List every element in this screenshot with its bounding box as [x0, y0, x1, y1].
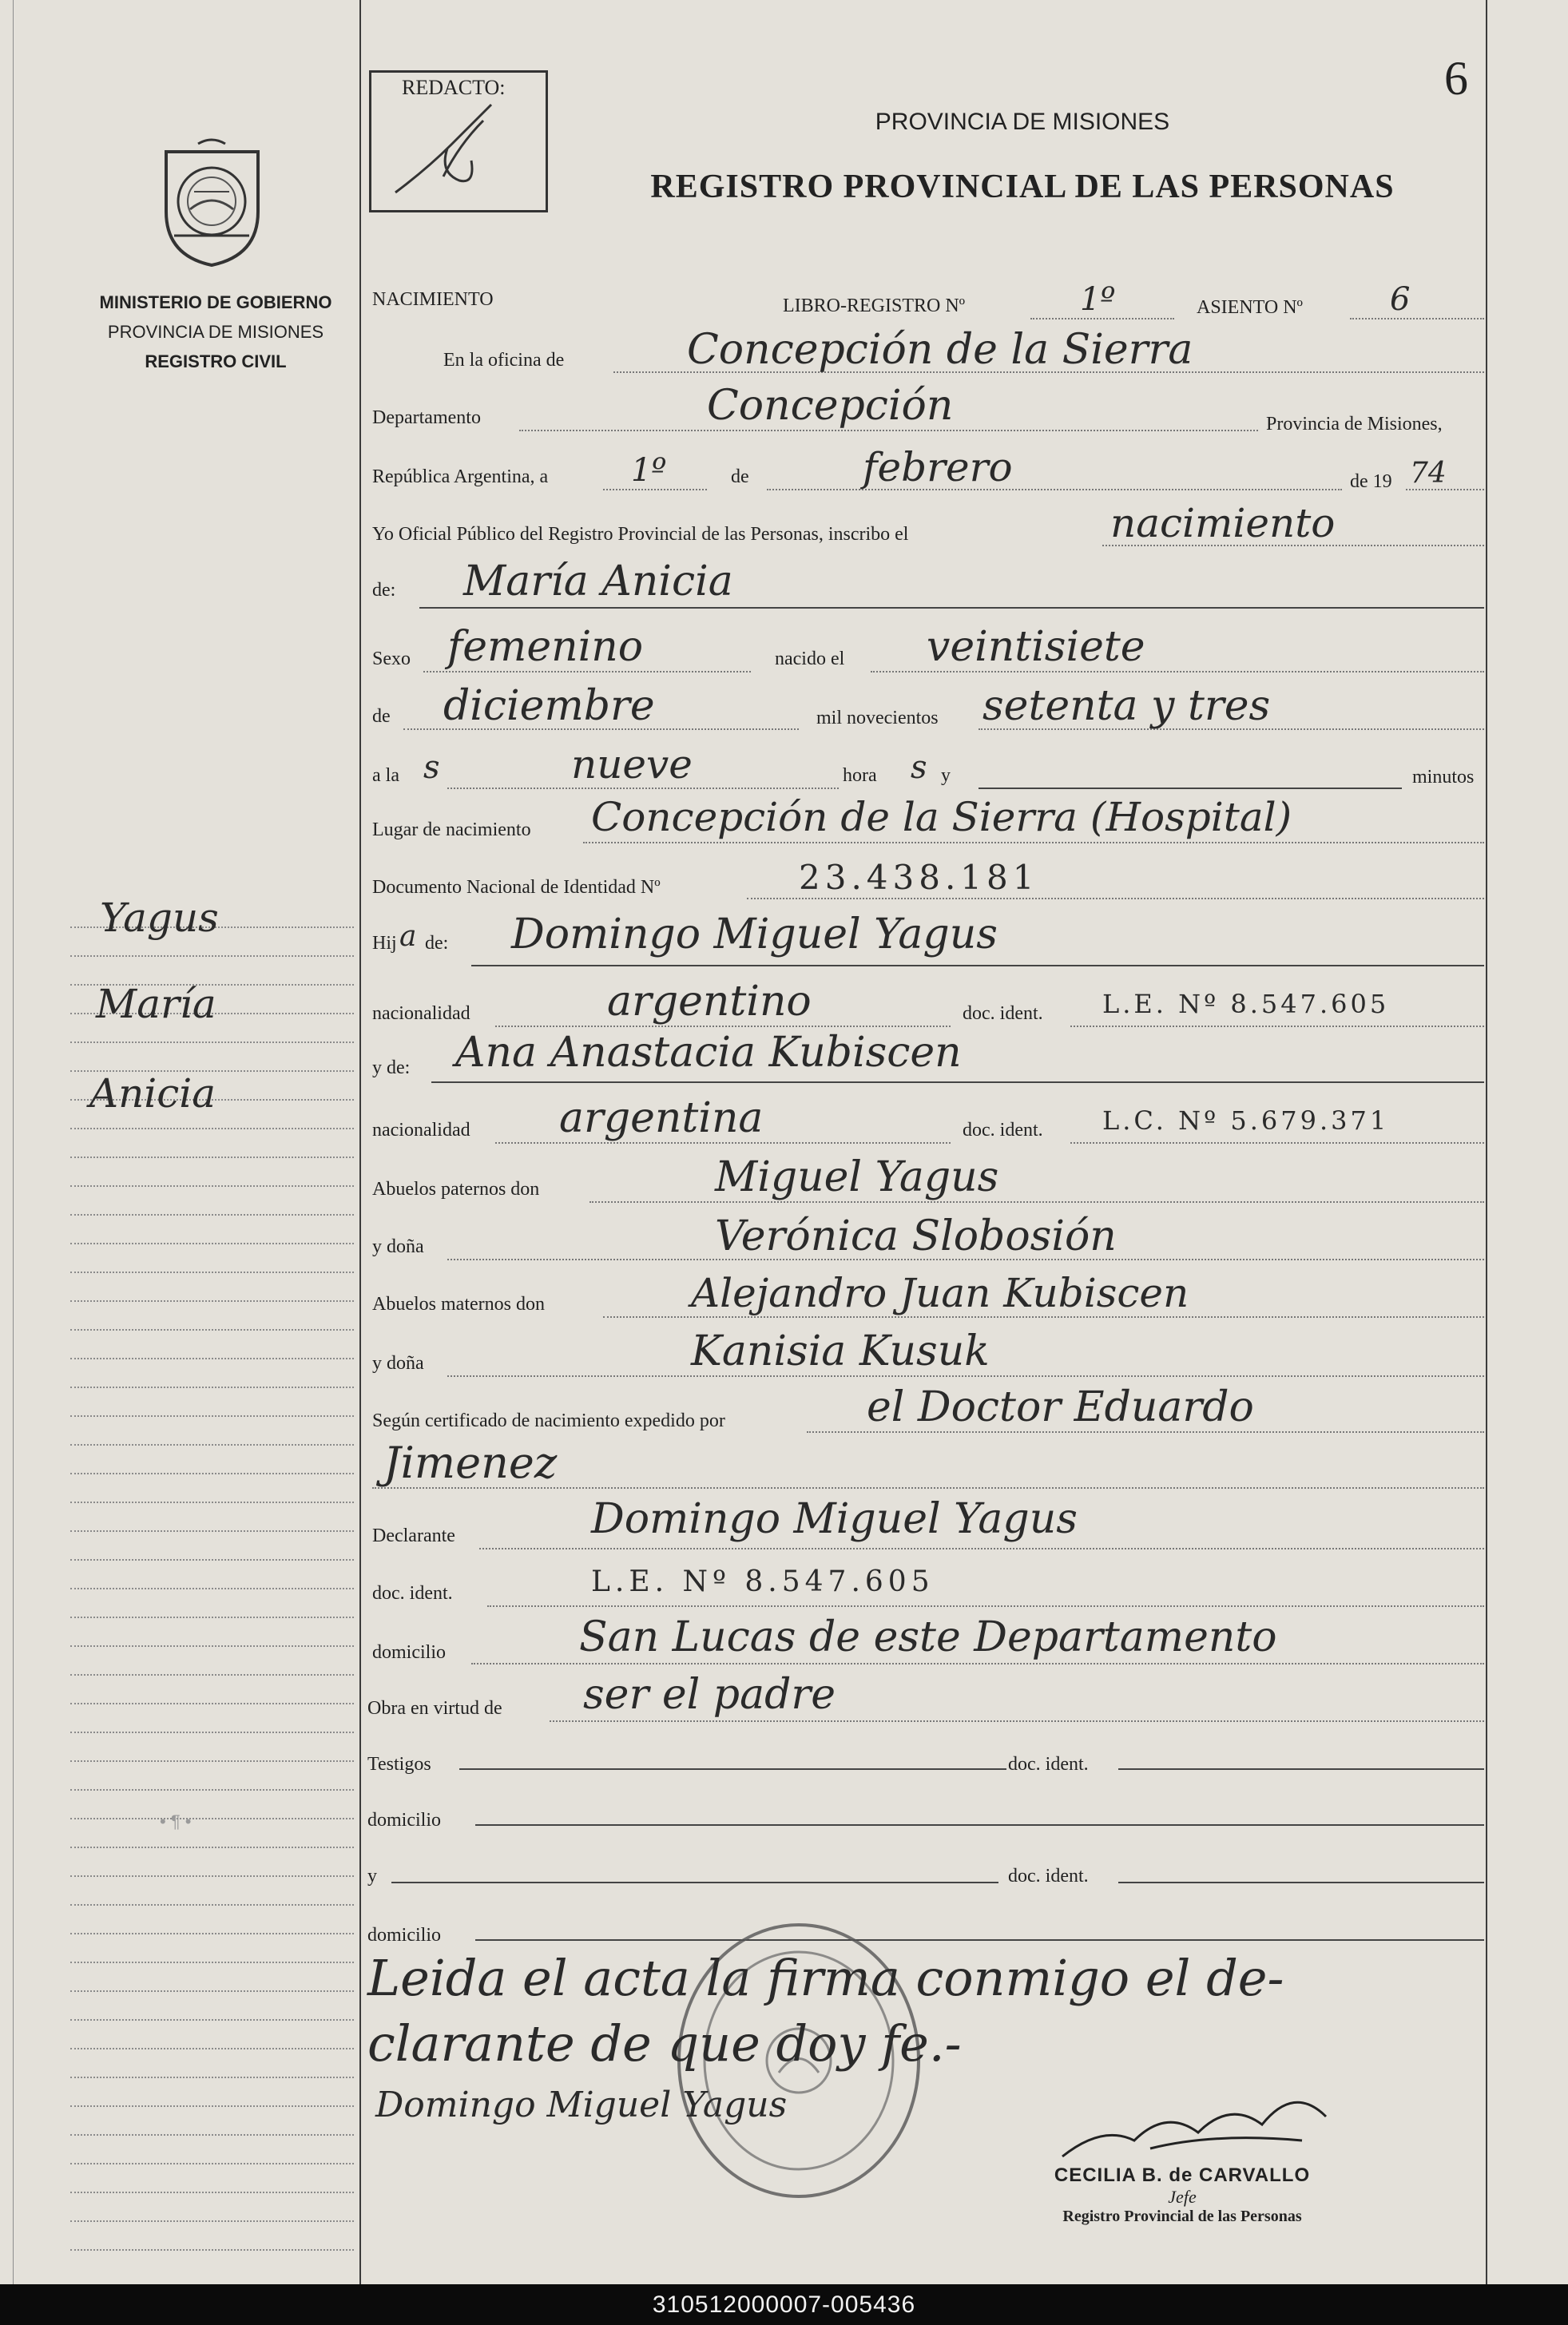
margin-rule-line	[70, 1415, 354, 1417]
margin-rule-line	[70, 1875, 354, 1877]
doc-madre-value: L.C. Nº 5.679.371	[1102, 1105, 1390, 1136]
nac-padre-label: nacionalidad	[372, 1003, 470, 1024]
margin-rule-line	[70, 1933, 354, 1934]
margin-rule-line	[70, 1300, 354, 1302]
ab-mat-dona-value: Kanisia Kusuk	[691, 1327, 990, 1375]
margin-rule-line	[70, 1329, 354, 1331]
sexo-value: femenino	[447, 623, 644, 671]
margin-rule-line	[70, 1588, 354, 1589]
nacido-value: veintisiete	[927, 623, 1145, 671]
minutos-label: minutos	[1412, 767, 1475, 788]
sexo-label: Sexo	[372, 649, 411, 669]
domicilio-line	[471, 1663, 1484, 1664]
lugar-line	[583, 842, 1484, 843]
asiento-line	[1350, 318, 1484, 319]
ministry-line-3: REGISTRO CIVIL	[145, 351, 287, 371]
footer-code: 310512000007-005436	[0, 2284, 1568, 2325]
anio-label: de 19	[1350, 471, 1392, 492]
de-label: de	[731, 466, 749, 487]
madre-value: Ana Anastacia Kubiscen	[455, 1029, 962, 1077]
margin-rule-line	[70, 1559, 354, 1561]
redacto-box	[369, 70, 548, 212]
yde-label: y de:	[372, 1057, 411, 1078]
margin-rule-line	[70, 1818, 354, 1819]
margin-rule-line	[70, 1847, 354, 1848]
signature-registry: Registro Provincial de las Personas	[1062, 2208, 1302, 2225]
segun-label: Según certificado de nacimiento expedido por	[372, 1410, 725, 1431]
nac-padre-value: argentino	[607, 978, 812, 1026]
y2-label: y	[367, 1866, 377, 1887]
margin-rule-line	[70, 1387, 354, 1388]
lugar-value: Concepción de la Sierra (Hospital)	[591, 794, 1292, 840]
closing-line-2: clarante de que doy fe.-	[367, 2014, 962, 2073]
ab-mat-value: Alejandro Juan Kubiscen	[691, 1270, 1189, 1316]
ministry-block	[72, 288, 359, 376]
margin-rule-line	[70, 2192, 354, 2193]
doc3-line	[1118, 1768, 1484, 1770]
asiento-label: ASIENTO Nº	[1197, 297, 1303, 318]
ab-mat-dona-label: y doña	[372, 1353, 424, 1374]
margin-rule-line	[70, 1502, 354, 1503]
mes-value: febrero	[863, 444, 1013, 490]
nac-madre-value: argentina	[559, 1094, 764, 1142]
doc-madre-label: doc. ident.	[963, 1120, 1043, 1141]
hijo-suffix: a	[399, 920, 417, 953]
horas-label: hora	[843, 765, 877, 786]
margin-rule-line	[70, 955, 354, 957]
margin-rule-line	[70, 2077, 354, 2078]
page-number: 6	[1444, 52, 1468, 105]
redacto-label: REDACTO:	[402, 76, 506, 99]
anio-value: 74	[1410, 457, 1447, 490]
doc4-label: doc. ident.	[1008, 1866, 1089, 1887]
hora-value: nueve	[571, 741, 693, 788]
libro-line	[1030, 318, 1174, 319]
ab-mat-label: Abuelos maternos don	[372, 1294, 545, 1315]
doc4-line	[1118, 1882, 1484, 1883]
margin-rule-line	[70, 2134, 354, 2136]
signature-name: CECILIA B. de CARVALLO	[1054, 2164, 1311, 2186]
doc2-label: doc. ident.	[372, 1583, 453, 1604]
margin-rule-line	[70, 1185, 354, 1187]
anio-line	[1406, 489, 1484, 490]
dni-label: Documento Nacional de Identidad Nº	[372, 877, 661, 898]
nac-madre-line	[495, 1142, 951, 1144]
dni-value: 23.438.181	[799, 858, 1039, 897]
domicilio2-label: domicilio	[367, 1810, 441, 1831]
y-label: y	[941, 765, 951, 786]
ministry-line-2: PROVINCIA DE MISIONES	[107, 322, 324, 342]
ab-mat-line	[603, 1316, 1484, 1318]
de3-label: de	[372, 706, 391, 727]
margin-rule-line	[70, 1990, 354, 1992]
doc3-label: doc. ident.	[1008, 1754, 1089, 1775]
declarante-label: Declarante	[372, 1526, 455, 1546]
closing-line-1: Leida el acta la firma conmigo el de-	[367, 1949, 1284, 2007]
registry-title: REGISTRO PROVINCIAL DE LAS PERSONAS	[650, 169, 1395, 205]
mes-nac-value: diciembre	[443, 682, 655, 730]
sexo-line	[423, 671, 751, 673]
margin-rule-line	[70, 1157, 354, 1158]
obra-value: ser el padre	[583, 1671, 836, 1719]
margin-divider	[359, 0, 361, 2284]
domicilio3-label: domicilio	[367, 1925, 441, 1946]
margin-rule-line	[70, 1214, 354, 1216]
domicilio2-line	[475, 1824, 1484, 1826]
doc-madre-line	[1070, 1142, 1484, 1144]
ab-mat-dona-line	[447, 1375, 1484, 1377]
segun-value-2: Jimenez	[383, 1438, 558, 1488]
declarante-line	[479, 1548, 1484, 1549]
margin-rule-line	[70, 1243, 354, 1244]
signature-block	[959, 2061, 1406, 2226]
y2-line	[391, 1882, 998, 1883]
margin-rule-line	[70, 2249, 354, 2251]
nacido-label: nacido el	[775, 649, 845, 669]
margin-rule-line	[70, 2220, 354, 2222]
margin-name-1: María	[96, 981, 216, 1027]
declarante-signature: Domingo Miguel Yagus	[375, 2085, 788, 2125]
testigos-line	[459, 1768, 1006, 1770]
declarante-value: Domingo Miguel Yagus	[591, 1495, 1078, 1543]
horas-suffix: s	[911, 749, 927, 786]
mil-label: mil novecientos	[816, 708, 939, 728]
testigos-label: Testigos	[367, 1754, 431, 1775]
margin-rule-line	[70, 1962, 354, 1963]
ab-pat-dona-label: y doña	[372, 1236, 424, 1257]
margin-rule-line	[70, 1617, 354, 1618]
doc-padre-value: L.E. Nº 8.547.605	[1102, 989, 1390, 1019]
ala-value: s	[423, 749, 440, 786]
ministry-line-1: MINISTERIO DE GOBIERNO	[99, 292, 332, 312]
margin-rule-line	[70, 2105, 354, 2107]
ab-pat-value: Miguel Yagus	[715, 1153, 999, 1201]
doc2-line	[487, 1605, 1484, 1607]
libro-label: LIBRO-REGISTRO Nº	[783, 296, 966, 316]
margin-rule-line	[70, 1272, 354, 1273]
margin-name-2: Anicia	[89, 1070, 216, 1117]
ab-pat-label: Abuelos paternos don	[372, 1179, 540, 1200]
province-title: PROVINCIA DE MISIONES	[875, 109, 1170, 135]
padre-value: Domingo Miguel Yagus	[511, 911, 998, 958]
oficina-label: En la oficina de	[443, 350, 565, 371]
minutos-line	[979, 788, 1402, 789]
dia-line	[603, 489, 707, 490]
margin-rule-line	[70, 1041, 354, 1043]
margin-rule-line	[70, 1128, 354, 1129]
signature-role: Jefe	[1168, 2187, 1197, 2207]
oficina-value: Concepción de la Sierra	[687, 326, 1193, 374]
margin-rule-line	[70, 1473, 354, 1474]
nombre-line	[419, 607, 1484, 609]
domicilio-value: San Lucas de este Departamento	[579, 1613, 1277, 1661]
de2-label: de:	[372, 580, 396, 601]
republica-label: República Argentina, a	[372, 466, 549, 487]
ab-pat-dona-value: Verónica Slobosión	[715, 1212, 1117, 1260]
nacimiento-label: NACIMIENTO	[372, 289, 494, 310]
departamento-label: Departamento	[372, 407, 481, 428]
nac-madre-label: nacionalidad	[372, 1120, 470, 1141]
departamento-line	[519, 430, 1258, 431]
mes-line	[767, 489, 1342, 490]
margin-surname: Yagus	[100, 895, 219, 941]
margin-rule-line	[70, 1703, 354, 1704]
initials-signature-icon	[371, 73, 546, 210]
ala-label: a la	[372, 765, 399, 786]
provincia-label: Provincia de Misiones,	[1266, 414, 1443, 434]
oficial-value: nacimiento	[1110, 500, 1336, 546]
asiento-value: 6	[1390, 281, 1411, 318]
margin-rule-line	[70, 1674, 354, 1676]
domicilio-label: domicilio	[372, 1642, 446, 1663]
departamento-value: Concepción	[707, 382, 954, 430]
anio-nac-value: setenta y tres	[982, 682, 1271, 730]
hijo-label: Hij	[372, 933, 397, 954]
margin-rule-line	[70, 1645, 354, 1647]
dni-line	[747, 898, 1484, 899]
margin-rule-line	[70, 1444, 354, 1446]
margin-rule-line	[70, 1760, 354, 1762]
margin-rule-line	[70, 1358, 354, 1359]
padre-line	[471, 965, 1484, 966]
margin-rule-line	[70, 2163, 354, 2164]
margin-rule-line	[70, 1789, 354, 1791]
ab-pat-line	[589, 1201, 1484, 1203]
page-edge-line	[13, 0, 14, 2284]
margin-rule-line	[70, 2019, 354, 2021]
provincial-seal-icon	[150, 136, 274, 268]
margin-rule-line	[70, 2048, 354, 2049]
nombre-value: María Anicia	[463, 557, 733, 605]
doc2-value: L.E. Nº 8.547.605	[591, 1565, 935, 1598]
segun-value: el Doctor Eduardo	[867, 1383, 1254, 1431]
dia-value: 1º	[631, 452, 667, 489]
nacido-line	[871, 671, 1484, 673]
hora-line	[447, 788, 839, 789]
segun-line	[807, 1431, 1484, 1433]
oficial-text: Yo Oficial Público del Registro Provincial de las Personas, inscribo el	[372, 524, 909, 545]
domicilio3-line	[475, 1939, 1484, 1941]
right-border-line	[1486, 0, 1487, 2284]
madre-line	[431, 1081, 1484, 1083]
margin-rule-line	[70, 1732, 354, 1733]
libro-value: 1º	[1080, 281, 1116, 318]
nac-padre-line	[495, 1026, 951, 1027]
obra-label: Obra en virtud de	[367, 1698, 502, 1719]
margin-rule-line	[70, 1904, 354, 1906]
obra-line	[550, 1720, 1484, 1722]
doc-padre-label: doc. ident.	[963, 1003, 1043, 1024]
margin-mark: • ¶ •	[160, 1811, 192, 1831]
lugar-label: Lugar de nacimiento	[372, 819, 531, 840]
margin-rule-line	[70, 1530, 354, 1532]
doc-padre-line	[1070, 1026, 1484, 1027]
hijo-de-label: de:	[425, 933, 449, 954]
